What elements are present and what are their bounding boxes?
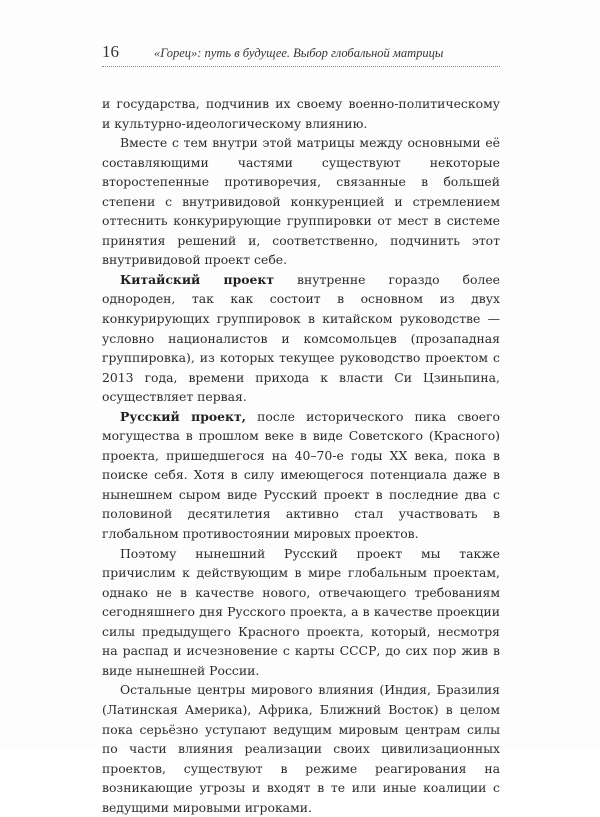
paragraph-text: и государства, подчинив их своему военно-политическому и культурно-идеологическому влиянию.	[102, 96, 500, 131]
running-title: «Горец»: путь в будущее. Выбор глобальной матрицы	[154, 46, 444, 60]
page-number: 16	[102, 42, 119, 61]
paragraph-text: Вместе с тем внутри этой матрицы между основными её составляющими частями существуют некоторые второстепенные противоречия, связанные в большей степени с внутривидовой конкуренцией и стремлением оттеснить конкурирующие группировки от мест в системе принятия решений и, соответственно, подчинить этот внутривидовой проект себе.	[102, 135, 500, 268]
body-text	[102, 94, 500, 817]
paragraph-text: после исторического пика своего могущества в прошлом веке в виде Советского (Красного) проекта, пришедшегося на 40–70-е годы XX века, пока в поиске себя. Хотя в силу имеющегося потенциала даже в нынешнем сыром виде Русский проект в последние два с половиной десятилетия активно стал участвовать в глобальном противостоянии мировых проектов.	[102, 408, 500, 542]
paragraph	[102, 544, 500, 681]
paragraph	[102, 133, 500, 270]
paragraph-text: Поэтому нынешний Русский проект мы также причислим к действующим в мире глобальным проектам, однако не в качестве нового, отвечающего требованиям сегодняшнего дня Русского проекта, а в качестве проекции силы предыдущего Красного проекта, который, несмотря на распад и исчезновение с карты СССР, до сих пор жив в виде нынешней России.	[102, 545, 500, 678]
paragraph-text: внутренне гораздо более однороден, так как состоит в основном из двух конкурирующих группировок в китайском руководстве — условно националистов и комсомольцев (прозападная группировка), из которых текущее руководство проектом с 2013 года, времени прихода к власти Си Цзиньпина, осуществляет первая.	[102, 271, 500, 405]
paragraph-lead-bold: Китайский проект	[120, 271, 275, 287]
paragraph-lead-bold: Русский проект,	[120, 408, 246, 424]
paragraph	[102, 680, 500, 817]
paragraph	[102, 94, 500, 133]
paragraph	[102, 270, 500, 407]
paragraph	[102, 407, 500, 544]
paragraph-text: Остальные центры мирового влияния (Индия, Бразилия (Латинская Америка), Африка, Ближний Восток) в целом пока серьёзно уступают ведущим мировым центрам силы по части влияния реализации своих цивилизационных проектов, существуют в режиме реагирования на возникающие угрозы и входят в те или иные коалиции с ведущими мировыми игроками.	[102, 682, 500, 815]
page-header	[102, 40, 500, 67]
